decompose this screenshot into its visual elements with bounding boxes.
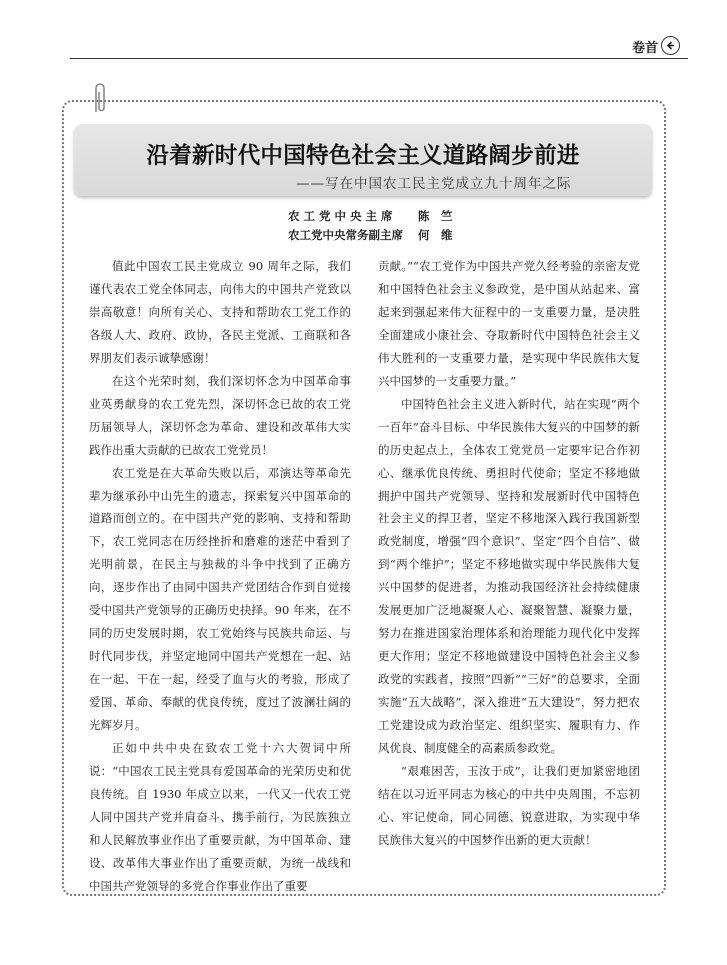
- page-header: [70, 34, 688, 59]
- paragraph: 中国特色社会主义进入新时代，站在实现“两个一百年”奋斗目标、中华民族伟大复兴的中国梦的新的历史起点上，全体农工党党员一定要牢记合作初心、继承优良传统、勇担时代使命；坚定不移地做拥护中国共产党领导、坚持和发展新时代中国特色社会主义的捍卫者，坚定不移地深入践行我国新型政党制度，增强“四个意识”、坚定“四个自信”、做到“两个维护”；坚定不移地做实现中华民族伟大复兴中国梦的促进者，为推动我国经济社会持续健康发展更加广泛地凝聚人心、凝聚智慧、凝聚力量，努力在推进国家治理体系和治理能力现代化中发挥更大作用；坚定不移地做建设中国特色社会主义参政党的实践者，按照“四新”“三好”的总要求，全面实施“五大战略”，深入推进“五大建设”，努力把农工党建设成为政治坚定、组织坚实、履职有力、作风优良、制度健全的高素质参政党。: [378, 396, 640, 756]
- article-title: 沿着新时代中国特色社会主义道路阔步前进: [146, 143, 580, 169]
- paragraph: 农工党是在大革命失败以后，邓演达等革命先辈为继承孙中山先生的遗志，探索复兴中国革命的道路而创立的。在中国共产党的影响、支持和帮助下，农工党同志在历经挫折和磨难的迷茫中看到了光明前景，在民主与独裁的斗争中找到了正确方向，逐步作出了由同中国共产党团结合作到自觉接受中国共产党领导的正确历史抉择。90 年来，在不同的历史发展时期，农工党始终与民族共命运、与时代同步伐，并坚定地同中国共产党想在一起、站在一起、干在一起，经受了血与火的考验，形成了爱国、革命、奉献的优良传统，度过了波澜壮阔的光辉岁月。: [89, 465, 351, 733]
- section-label: 卷首: [631, 41, 658, 56]
- left-column: [89, 255, 351, 898]
- home-button[interactable]: [661, 36, 680, 55]
- paragraph: 贡献。”“农工党作为中国共产党久经考验的亲密友党和中国特色社会主义参政党，是中国从站起来、富起来到强起来伟大征程中的一支重要力量，是决胜全面建成小康社会、夺取新时代中国特色社会主义伟大胜利的一支重要力量，是实现中华民族伟大复兴中国梦的一支重要力量。”: [378, 259, 640, 388]
- paragraph: 在这个光荣时刻，我们深切怀念为中国革命事业英勇献身的农工党先烈，深切怀念已故的农工党历届领导人，深切怀念为革命、建设和改革伟大实践作出重大贡献的已故农工党党员！: [89, 373, 351, 457]
- author-2-position: 农工党中央常务副主席: [288, 228, 403, 242]
- right-column: [378, 255, 640, 852]
- author-2-name: 何 维: [418, 228, 453, 242]
- arrow-left-icon: [665, 40, 676, 51]
- article-subtitle: ——写在中国农工民主党成立九十周年之际: [296, 176, 572, 192]
- title-banner: [74, 124, 652, 196]
- paperclip-icon: [92, 82, 108, 118]
- paragraph: “艰难困苦，玉汝于成”，让我们更加紧密地团结在以习近平同志为核心的中共中央周围，不忘初心、牢记使命，同心同德、锐意进取，为实现中华民族伟大复兴的中国梦作出新的更大贡献！: [378, 763, 640, 847]
- paragraph: 值此中国农工民主党成立 90 周年之际，我们谨代表农工党全体同志，向伟大的中国共产党致以崇高敬意！向所有关心、支持和帮助农工党工作的各级人大、政府、政协，各民主党派、工商联和各界朋友们表示诚挚感谢！: [89, 259, 351, 365]
- paragraph: 正如中共中央在致农工党十六大贺词中所说：“中国农工民主党具有爱国革命的光荣历史和优良传统。自 1930 年成立以来，一代又一代农工党人同中国共产党并肩奋斗、携手前行，为民族独立和人民解放事业作出了重要贡献，为中国革命、建设、改革伟大事业作出了重要贡献，为统一战线和中国共产党领导的多党合作事业作出了重要: [89, 741, 351, 893]
- author-1-position: 农 工 党 中 央 主 席: [288, 209, 393, 223]
- author-1-name: 陈 竺: [418, 209, 453, 223]
